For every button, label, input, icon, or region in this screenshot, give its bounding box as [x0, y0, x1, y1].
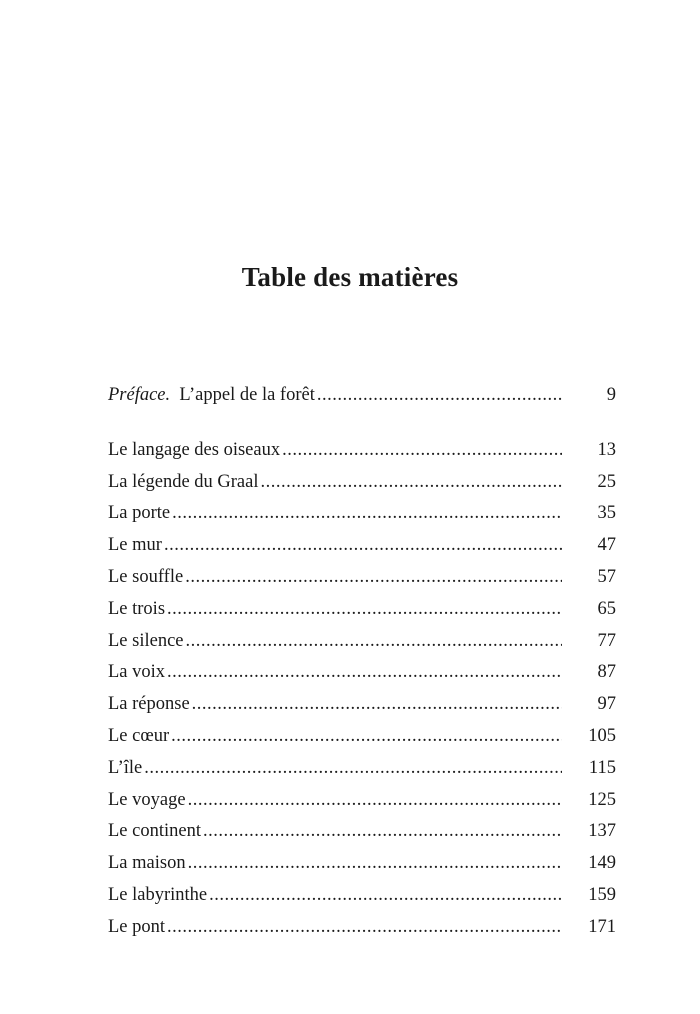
toc-entry[interactable] [108, 530, 616, 562]
toc-page-number: 13 [597, 439, 616, 460]
toc-entry[interactable] [108, 785, 616, 817]
toc-entry-title: La porte [108, 503, 171, 524]
table-of-contents [108, 380, 616, 944]
toc-page-number: 125 [588, 789, 616, 810]
toc-entry[interactable] [108, 848, 616, 880]
toc-entry-title: L’île [108, 757, 143, 778]
dot-leader [203, 816, 562, 848]
toc-entry[interactable] [108, 594, 616, 626]
toc-page-number: 97 [597, 694, 616, 715]
toc-entry-title: Le souffle [108, 566, 184, 587]
toc-page-number: 137 [588, 821, 616, 842]
toc-entry[interactable] [108, 626, 616, 658]
dot-leader [172, 498, 562, 530]
dot-leader [185, 562, 562, 594]
toc-entry-preface[interactable] [108, 380, 616, 412]
dot-leader [167, 594, 562, 626]
toc-page-number: 115 [588, 757, 616, 778]
toc-page-number: 35 [597, 503, 616, 524]
dot-leader [188, 848, 562, 880]
toc-entry-title: Le trois [108, 598, 166, 619]
toc-entry-title: Le silence [108, 630, 184, 651]
toc-entry-title: La légende du Graal [108, 471, 259, 492]
toc-entry[interactable] [108, 562, 616, 594]
dot-leader [167, 912, 562, 944]
toc-entry[interactable] [108, 912, 616, 944]
toc-entry[interactable] [108, 753, 616, 785]
dot-leader [144, 753, 562, 785]
page-title: Table des matières [241, 262, 459, 292]
toc-entry-title: La voix [108, 662, 166, 683]
toc-entry-title: Le continent [108, 821, 201, 842]
dot-leader [282, 435, 562, 467]
toc-page-number: 57 [597, 566, 616, 587]
toc-page-number: 65 [597, 598, 616, 619]
dot-leader [164, 530, 562, 562]
toc-entry-title: Le voyage [108, 789, 186, 810]
dot-leader [167, 657, 562, 689]
toc-entry-title [108, 380, 315, 412]
toc-entry-title: Le mur [108, 535, 162, 556]
toc-page-number: 87 [597, 662, 616, 683]
toc-page-number: 47 [597, 535, 616, 556]
toc-entry[interactable] [108, 880, 616, 912]
toc-entry-title: Le labyrinthe [108, 884, 208, 905]
dot-leader [188, 785, 562, 817]
dot-leader [192, 689, 562, 721]
toc-entry[interactable] [108, 816, 616, 848]
toc-entry-title: La réponse [108, 694, 190, 715]
toc-page-number: 159 [588, 884, 616, 905]
toc-page-number: 105 [588, 725, 616, 746]
toc-entry-title: Le pont [108, 916, 166, 937]
dot-leader [261, 467, 563, 499]
toc-entry-title: La maison [108, 853, 186, 874]
toc-entry[interactable] [108, 657, 616, 689]
toc-page-number: 77 [597, 630, 616, 651]
toc-page-number: 149 [588, 853, 616, 874]
toc-entry-title: Le langage des oiseaux [108, 439, 281, 460]
toc-page-number: 25 [597, 471, 616, 492]
dot-leader [317, 380, 562, 412]
preface-label: Préface. [108, 385, 171, 405]
toc-entry[interactable] [108, 498, 616, 530]
dot-leader [209, 880, 562, 912]
toc-page-number: 171 [588, 916, 616, 937]
toc-entry[interactable] [108, 689, 616, 721]
dot-leader [171, 721, 562, 753]
toc-entry[interactable] [108, 435, 616, 467]
toc-entry-title: Le cœur [108, 725, 170, 746]
toc-entry[interactable] [108, 467, 616, 499]
toc-entry[interactable] [108, 721, 616, 753]
preface-title: L’appel de la forêt [179, 385, 315, 405]
dot-leader [186, 626, 563, 658]
toc-page-number: 9 [606, 385, 616, 405]
